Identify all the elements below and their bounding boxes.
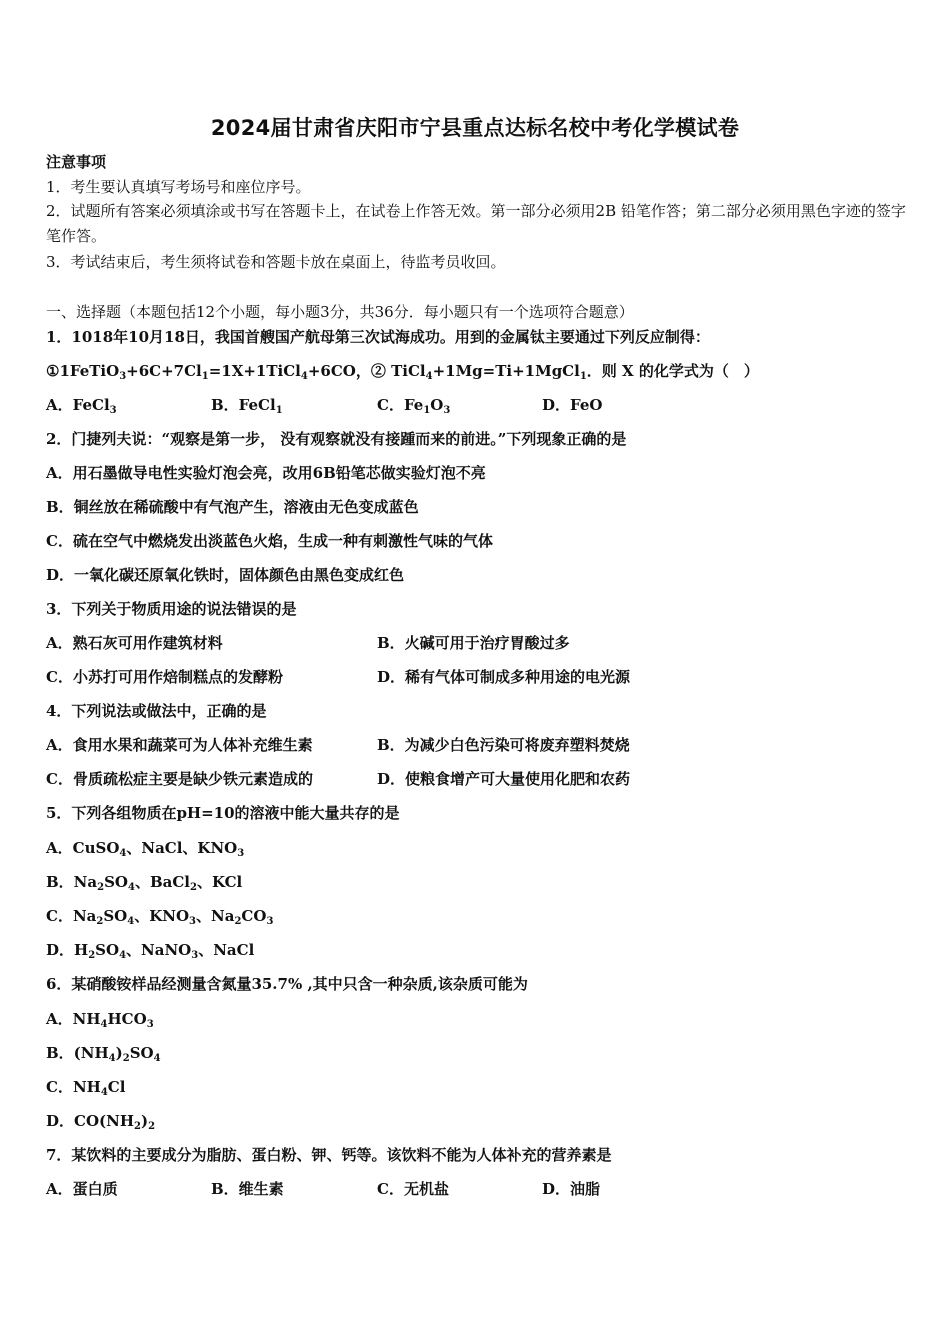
question-1-option-c: C．$Fe_1O_3$ bbox=[377, 396, 451, 416]
question-1-equations: $①1FeTiO_3+6C+7Cl_1=1X+1TiCl_4+6CO$，② TiCl$_4$+1Mg=Ti+1MgCl$_1$．则 X 的化学式为（ ） bbox=[46, 362, 759, 382]
question-5-stem: 5．下列各组物质在pH=10的溶液中能大量共存的是 bbox=[46, 804, 400, 822]
question-4-option-c: C．骨质疏松症主要是缺少铁元素造成的 bbox=[46, 770, 313, 788]
question-3-option-c: C．小苏打可用作焙制糕点的发酵粉 bbox=[46, 668, 283, 686]
question-1-option-d: D．FeO bbox=[542, 396, 603, 414]
question-6-option-c: C．$NH_4Cl$ bbox=[46, 1078, 126, 1098]
question-3-option-d: D．稀有气体可制成多种用途的电光源 bbox=[377, 668, 631, 686]
question-5-option-a: A．CuSO$_4$、NaCl、$KNO_3$ bbox=[46, 839, 245, 859]
question-2-stem: 2．门捷列夫说：“观察是第一步， 没有观察就没有接踵而来的前进。”下列现象正确的是 bbox=[46, 430, 627, 448]
question-3-option-b: B．火碱可用于治疗胃酸过多 bbox=[377, 634, 570, 652]
question-2-option-a: A．用石墨做导电性实验灯泡会亮，改用6B铅笔芯做实验灯泡不亮 bbox=[46, 464, 486, 482]
notice-item-3: 3．考试结束后，考生须将试卷和答题卡放在桌面上，待监考员收回。 bbox=[46, 253, 506, 271]
notice-heading: 注意事项 bbox=[46, 153, 107, 171]
question-3-option-a: A．熟石灰可用作建筑材料 bbox=[46, 634, 223, 652]
question-6-option-b: B．$(NH_4)_2SO_4$ bbox=[46, 1044, 161, 1064]
section-heading: 一、选择题（本题包括12个小题，每小题3分，共36分．每小题只有一个选项符合题意） bbox=[46, 303, 634, 321]
question-6-option-a: A．$NH_4HCO_3$ bbox=[46, 1010, 154, 1030]
question-7-stem: 7．某饮料的主要成分为脂肪、蛋白粉、钾、钙等。该饮料不能为人体补充的营养素是 bbox=[46, 1146, 612, 1164]
question-2-option-b: B．铜丝放在稀硫酸中有气泡产生，溶液由无色变成蓝色 bbox=[46, 498, 419, 516]
question-4-option-d: D．使粮食增产可大量使用化肥和农药 bbox=[377, 770, 631, 788]
question-5-option-b: B．$Na_2SO_4$、BaCl$_2$、KCl bbox=[46, 873, 243, 893]
question-1-option-b: B．FeCl$_1$ bbox=[211, 396, 283, 416]
question-2-option-c: C．硫在空气中燃烧发出淡蓝色火焰，生成一种有刺激性气味的气体 bbox=[46, 532, 493, 550]
question-2-option-d: D．一氧化碳还原氧化铁时，固体颜色由黑色变成红色 bbox=[46, 566, 405, 584]
page-title: 2024届甘肃省庆阳市宁县重点达标名校中考化学模试卷 bbox=[210, 116, 740, 140]
question-4-option-a: A．食用水果和蔬菜可为人体补充维生素 bbox=[46, 736, 313, 754]
question-4-stem: 4．下列说法或做法中，正确的是 bbox=[46, 702, 267, 720]
question-7-option-c: C．无机盐 bbox=[377, 1180, 449, 1198]
question-7-option-d: D．油脂 bbox=[542, 1180, 601, 1198]
question-7-option-b: B．维生素 bbox=[211, 1180, 284, 1198]
question-3-stem: 3．下列关于物质用途的说法错误的是 bbox=[46, 600, 297, 618]
question-7-option-a: A．蛋白质 bbox=[46, 1180, 118, 1198]
notice-item-2: 2．试题所有答案必须填涂或书写在答题卡上，在试卷上作答无效。第一部分必须用2B 铅笔作答；第二部分必须用黑色字迹的签字笔作答。 bbox=[46, 202, 906, 245]
question-5-option-d: D．$H_2SO_4$、NaNO$_3$、NaCl bbox=[46, 941, 255, 961]
question-6-option-d: D．$CO(NH_2)_2$ bbox=[46, 1112, 156, 1132]
question-1-option-a: A．FeCl$_3$ bbox=[46, 396, 117, 416]
question-4-option-b: B．为减少白色污染可将废弃塑料焚烧 bbox=[377, 736, 630, 754]
question-1-stem: 1．1018年10月18日，我国首艘国产航母第三次试海成功。用到的金属钛主要通过下列反应制得： bbox=[46, 328, 710, 346]
notice-item-1: 1．考生要认真填写考场号和座位序号。 bbox=[46, 178, 311, 196]
question-5-option-c: C．$Na_2SO_4$、$KNO_3$、$Na_2CO_3$ bbox=[46, 907, 274, 927]
question-6-stem: 6．某硝酸铵样品经测量含氮量35.7% ,其中只含一种杂质,该杂质可能为 bbox=[46, 975, 528, 993]
